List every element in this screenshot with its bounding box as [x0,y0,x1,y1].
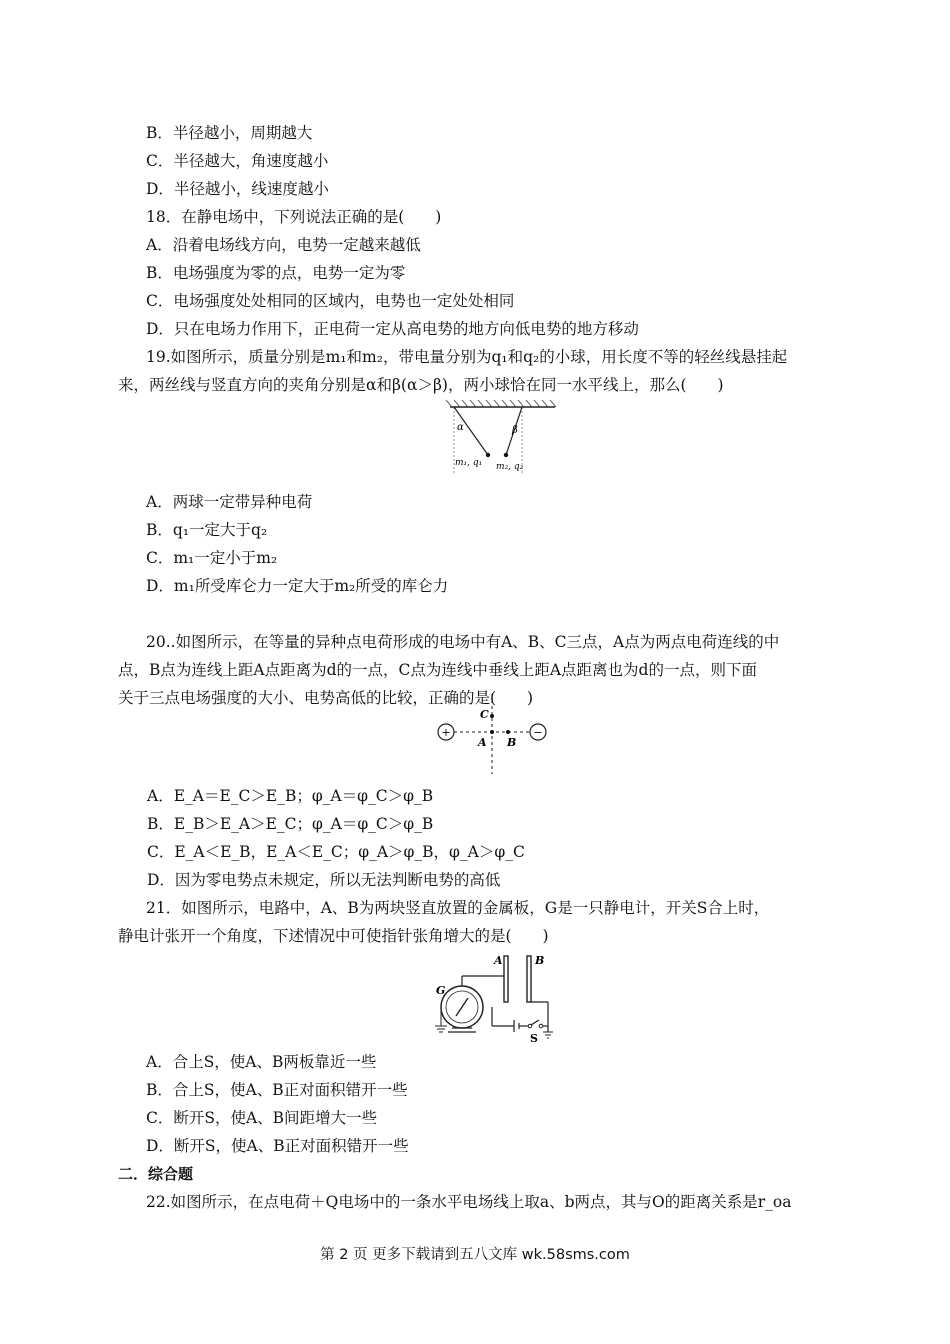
question-18-stem: 18．在静电场中，下列说法正确的是( ) [146,208,442,226]
option-19d: D．m₁所受库仑力一定大于m₂所受的库仑力 [146,577,449,595]
question-19-stem-1: 19.如图所示，质量分别是m₁和m₂，带电量分别为q₁和q₂的小球，用长度不等的轻丝线悬挂起 [146,348,788,366]
plate-b-label: B [535,954,545,967]
ball-2-label: m₂, q₂ [496,462,524,472]
option-17c: C．半径越大，角速度越小 [146,152,329,170]
option-19a: A．两球一定带异种电荷 [146,493,313,511]
electrometer-g-label: G [436,984,446,997]
negative-charge-icon: − [533,726,543,739]
positive-charge-icon: + [441,726,451,739]
option-21a: A．合上S，使A、B两板靠近一些 [146,1053,377,1071]
question-19-stem-2: 来，两丝线与竖直方向的夹角分别是α和β(α＞β)，两小球恰在同一水平线上，那么( ) [118,376,724,394]
option-20b: B．E_B＞E_A＞E_C；φ_A＝φ_C＞φ_B [147,815,434,833]
option-17d: D．半径越小，线速度越小 [146,180,329,198]
option-21b: B．合上S，使A、B正对面积错开一些 [146,1081,408,1099]
point-c-label: C [480,708,489,721]
question-20-stem-2: 点，B点为连线上距A点距离为d的一点，C点为连线中垂线上距A点距离也为d的一点，则下面 [118,661,757,679]
question-22-stem: 22.如图所示，在点电荷＋Q电场中的一条水平电场线上取a、b两点，其与O的距离关系是r_oa [146,1193,792,1211]
option-18a: A．沿着电场线方向，电势一定越来越低 [146,236,421,254]
angle-alpha-label: α [457,422,464,433]
switch-s-label: S [530,1032,538,1045]
figure-19-pendulums [440,399,570,479]
option-20d: D．因为零电势点未规定，所以无法判断电势的高低 [147,871,501,889]
plate-a-label: A [494,954,503,967]
option-18d: D．只在电场力作用下，正电荷一定从高电势的地方向低电势的地方移动 [146,320,639,338]
option-19c: C．m₁一定小于m₂ [146,549,278,567]
option-18b: B．电场强度为零的点，电势一定为零 [146,264,406,282]
option-19b: B．q₁一定大于q₂ [146,521,268,539]
question-20-stem-3: 关于三点电场强度的大小、电势高低的比较，正确的是( ) [118,689,534,707]
option-20a: A．E_A＝E_C＞E_B；φ_A＝φ_C＞φ_B [147,787,434,805]
point-b-label: B [507,736,517,749]
question-20-stem-1: 20..如图所示，在等量的异种点电荷形成的电场中有A、B、C三点，A点为两点电荷连线的中 [146,633,780,651]
option-17b: B．半径越小，周期越大 [146,124,313,142]
page-footer: 第 2 页 更多下载请到五八文库 wk.58sms.com [320,1247,630,1263]
point-a-label: A [478,736,487,749]
option-20c: C．E_A＜E_B，E_A＜E_C；φ_A＞φ_B，φ_A＞φ_C [147,843,525,861]
question-21-stem-2: 静电计张开一个角度，下述情况中可使指针张角增大的是( ) [118,927,549,945]
ball-1-label: m₁, q₁ [455,458,483,468]
figure-21-electrometer-circuit [430,950,560,1045]
section-heading-comprehensive: 二．综合题 [118,1165,194,1183]
question-21-stem-1: 21．如图所示，电路中，A、B为两块竖直放置的金属板，G是一只静电计，开关S合上时， [146,899,770,917]
option-21c: C．断开S，使A、B间距增大一些 [146,1109,378,1127]
option-21d: D．断开S，使A、B正对面积错开一些 [146,1137,409,1155]
figure-20-dipole-field [432,690,552,776]
option-18c: C．电场强度处处相同的区域内，电势也一定处处相同 [146,292,515,310]
angle-beta-label: β [512,425,518,436]
